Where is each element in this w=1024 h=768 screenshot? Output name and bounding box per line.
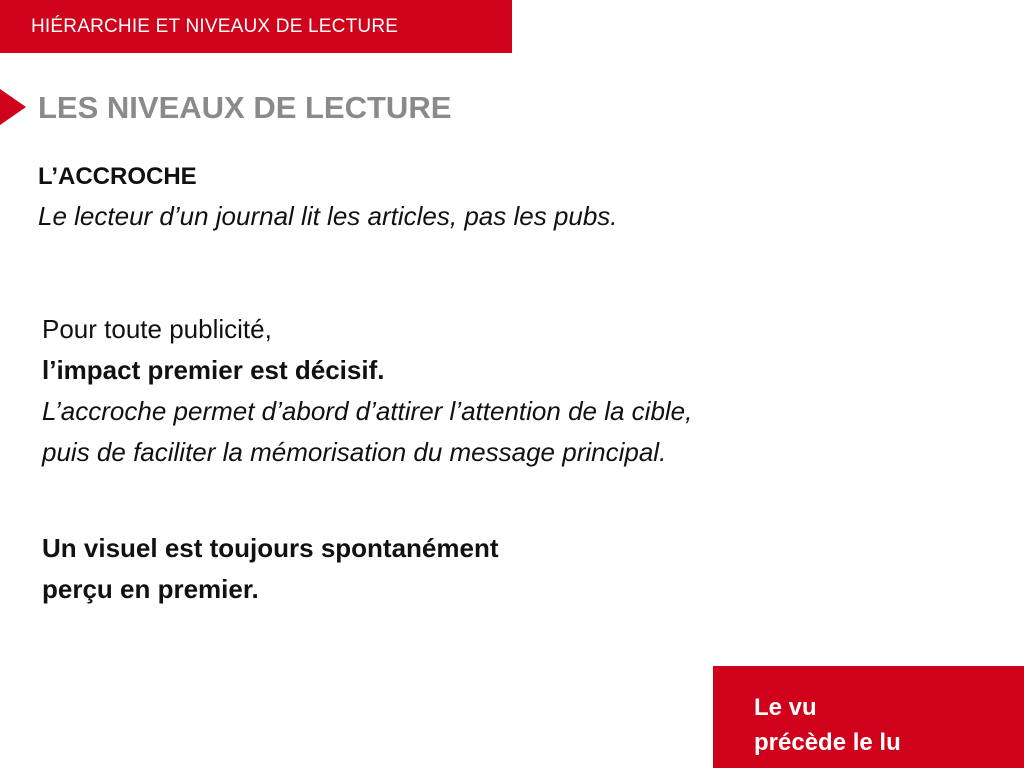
accroche-heading: L’ACCROCHE xyxy=(38,163,197,190)
top-banner xyxy=(0,0,512,53)
callout-line-1: Le vu xyxy=(754,694,817,721)
paragraph-line-4: puis de faciliter la mémorisation du message principal. xyxy=(42,437,667,467)
accroche-lead: Le lecteur d’un journal lit les articles, pas les pubs. xyxy=(38,201,618,231)
body-paragraph xyxy=(42,309,942,473)
callout-box xyxy=(713,666,1024,768)
statement-line-1: Un visuel est toujours spontanément xyxy=(42,533,499,563)
paragraph-line-3: L’accroche permet d’abord d’attirer l’attention de la cible, xyxy=(42,396,693,426)
key-statement xyxy=(42,528,499,610)
paragraph-line-2: l’impact premier est décisif. xyxy=(42,355,385,385)
red-triangle-arrow-icon xyxy=(0,89,26,125)
section-title: LES NIVEAUX DE LECTURE xyxy=(38,90,452,125)
statement-line-2: perçu en premier. xyxy=(42,574,259,604)
callout-line-2: précède le lu xyxy=(754,729,901,756)
paragraph-line-1: Pour toute publicité, xyxy=(42,314,272,344)
banner-title: HIÉRARCHIE ET NIVEAUX DE LECTURE xyxy=(31,16,399,37)
